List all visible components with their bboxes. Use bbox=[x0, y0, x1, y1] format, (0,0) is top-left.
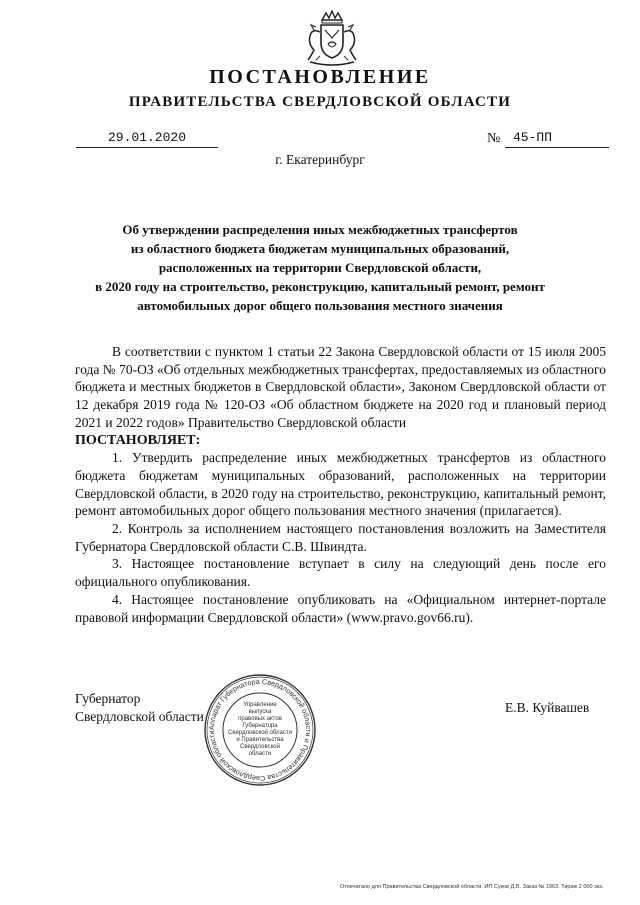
decree-item-1: 1. Утвердить распределение иных межбюджетных трансфертов из областного бюджета бюджетам муниципальных образований, расположенных на территории Свердловской области, в 2020 году на строительство, реконструкцию, капитальный ремонт, ремонт автомобильных дорог общего пользования местного значения (прилагается). bbox=[75, 450, 606, 519]
decree-item-3: 3. Настоящее постановление вступает в силу на следующий день после его официального опубликования. bbox=[75, 556, 606, 590]
heading-line: в 2020 году на строительство, реконструкцию, капитальный ремонт, ремонт bbox=[95, 279, 545, 294]
document-city: г. Екатеринбург bbox=[275, 152, 365, 167]
heading-line: из областного бюджета бюджетам муниципальных образований, bbox=[130, 241, 510, 256]
decree-word: ПОСТАНОВЛЯЕТ: bbox=[75, 432, 201, 448]
seal-line: Свердловской области bbox=[227, 730, 293, 736]
seal-line: Управление bbox=[243, 702, 277, 708]
signatory-position-line1: Губернатор bbox=[75, 691, 141, 706]
document-subtitle: ПРАВИТЕЛЬСТВА СВЕРДЛОВСКОЙ ОБЛАСТИ bbox=[128, 94, 512, 110]
signatory-position-line2: Свердловской области bbox=[75, 709, 204, 724]
seal-line: Свердловской bbox=[240, 744, 280, 750]
seal-line: выпуска bbox=[248, 709, 272, 715]
preamble-paragraph: В соответствии с пунктом 1 статьи 22 Закона Свердловской области от 15 июля 2005 года № 70-ОЗ «Об отдельных межбюджетных трансфертах, предоставляемых из областного бюджета и местных бюджетов в Свердловской области», Законом Свердловской области от 12 декабря 2019 года № 120-ОЗ «Об областном бюджете на 2020 год и плановый период 2021 и 2022 годов» Правительство Свердловской области bbox=[75, 344, 606, 430]
document-number: 45-ПП bbox=[505, 130, 609, 148]
heading-line: Об утверждении распределения иных межбюджетных трансфертов bbox=[122, 222, 518, 237]
coat-of-arms-icon bbox=[300, 10, 364, 68]
number-sign: № bbox=[487, 131, 501, 146]
signatory-name: Е.В. Куйвашев bbox=[505, 700, 590, 715]
document-heading bbox=[60, 220, 580, 315]
seal-ring-text: Аппарат Губернатора Свердловской области и Правительства Свердловской области bbox=[206, 676, 314, 784]
seal-line: Губернатора bbox=[242, 723, 278, 729]
document-title: ПОСТАНОВЛЕНИЕ bbox=[209, 66, 431, 88]
document-date: 29.01.2020 bbox=[76, 130, 218, 148]
print-note: Отпечатано для Правительства Свердловской области. ИП Суков Д.В. Заказ № 1963. Тираж 2 000 экз. bbox=[340, 884, 604, 890]
seal-line: правовых актов bbox=[238, 716, 282, 722]
heading-line: расположенных на территории Свердловской области, bbox=[158, 260, 482, 275]
seal-line: области bbox=[248, 751, 272, 757]
seal-line: и Правительства bbox=[236, 737, 284, 743]
signatory-position bbox=[75, 690, 204, 726]
official-seal-icon bbox=[202, 672, 318, 788]
decree-item-4: 4. Настоящее постановление опубликовать на «Официальном интернет-портале правовой информации Свердловской области» (www.pravo.gov66.ru). bbox=[75, 591, 606, 625]
document-body bbox=[75, 343, 606, 626]
decree-item-2: 2. Контроль за исполнением настоящего постановления возложить на Заместителя Губернатора Свердловской области С.В. Швиндта. bbox=[75, 521, 606, 554]
heading-line: автомобильных дорог общего пользования местного значения bbox=[137, 298, 503, 313]
